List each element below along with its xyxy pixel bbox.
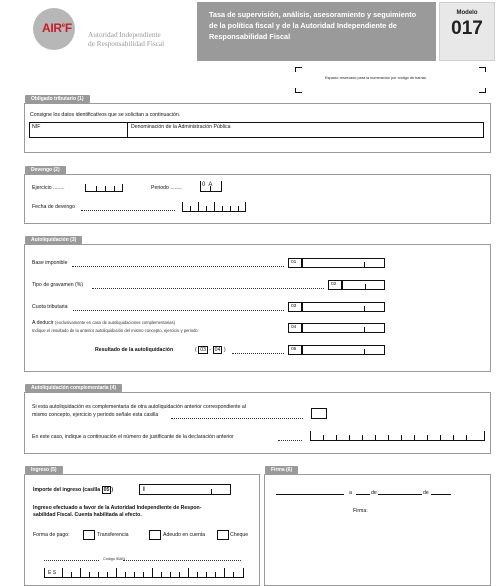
cell-tick	[349, 435, 350, 440]
fecha-devengo-label: Fecha de devengo	[32, 204, 75, 210]
firma-de-label: de	[371, 490, 377, 496]
cell-tick	[230, 206, 231, 211]
cell-tick	[105, 186, 106, 191]
cell-tick	[233, 572, 234, 577]
tipo-gravamen-field[interactable]	[342, 280, 385, 290]
cell-tick	[364, 306, 365, 311]
casilla-03: 03	[288, 302, 302, 312]
cell-tick	[125, 572, 126, 577]
complementaria-checkbox[interactable]	[311, 408, 327, 419]
logo-wordmark: AIR$^e$F	[42, 21, 72, 35]
cell-tick	[401, 435, 402, 440]
barcode-corner	[479, 67, 486, 72]
cell-tick	[98, 572, 99, 577]
cell-tick	[170, 572, 171, 577]
form-title-line: Tasa de supervisión, análisis, asesoramiento y seguimiento	[209, 10, 417, 19]
cell-tick	[122, 184, 123, 191]
casilla-04: 04	[288, 323, 302, 333]
cell-tick	[188, 568, 189, 577]
dotted-leader	[232, 353, 284, 354]
barcode-corner	[295, 67, 302, 72]
cell-tick	[179, 572, 180, 577]
casilla-02: 02	[328, 280, 342, 290]
cell-tick	[182, 202, 183, 211]
cell-tick	[211, 489, 212, 494]
dotted-leader	[73, 310, 284, 311]
favor-line2: sabilidad Fiscal. Cuenta habilitada al efecto.	[33, 512, 142, 518]
cell-tick	[364, 327, 365, 332]
cell-tick	[453, 435, 454, 440]
nif-field[interactable]	[29, 122, 128, 138]
importe-ingreso-field[interactable]	[139, 484, 231, 495]
formula-casilla-04: 04	[214, 347, 221, 353]
form-title-line: de la política fiscal y de la Autoridad Independiente de	[209, 20, 397, 30]
logo-subtitle-line1: Autoridad Independiente	[88, 30, 161, 39]
obligado-instruction: Consigne los datos identificativos que se solicitan a continuación.	[30, 112, 181, 118]
resultado-field[interactable]	[302, 345, 385, 355]
cell-tick	[310, 431, 311, 440]
importe-prefix: I	[143, 486, 145, 493]
resultado-formula	[195, 348, 226, 354]
nif-label: NIF	[32, 124, 41, 130]
logo-subtitle-line2: de Responsabilidad Fiscal	[88, 39, 165, 48]
cell-tick	[89, 572, 90, 577]
section-tab-devengo: Devengo (2)	[25, 166, 66, 174]
cell-tick	[134, 572, 135, 577]
importe-casilla-ref: 05	[103, 487, 110, 493]
formula-casilla-03: 03	[200, 347, 206, 353]
cell-tick	[96, 186, 97, 191]
formula-paren: )	[223, 347, 226, 353]
form-title	[197, 2, 436, 61]
periodo-label: Periodo ........	[151, 185, 182, 191]
section-complementaria	[24, 392, 491, 454]
dotted-leader	[72, 266, 284, 267]
dotted-leader	[171, 418, 303, 419]
cell-tick	[238, 206, 239, 211]
cell-tick	[427, 435, 428, 440]
complementaria-question-line2: mismo concepto, ejercicio y periodo señale esta casilla	[32, 412, 159, 418]
a-deducir-note: (exclusivamente en caso de autoliquidaciones complementarias)	[55, 320, 175, 325]
model-label: Modelo	[456, 10, 478, 16]
cell-tick	[206, 572, 207, 577]
cell-tick	[222, 206, 223, 211]
resultado-label: Resultado de la autoliquidación	[95, 347, 174, 353]
tipo-gravamen-label: Tipo de gravamen (%)	[32, 282, 84, 288]
a-deducir-field[interactable]	[302, 323, 385, 333]
cuota-tributaria-field[interactable]	[302, 302, 385, 312]
a-deducir-label: A deducir	[32, 320, 54, 326]
barcode-corner	[295, 88, 302, 93]
cell-tick	[62, 568, 63, 577]
model-number: 017	[451, 18, 483, 39]
periodo-field[interactable]	[200, 182, 222, 192]
cell-tick	[200, 181, 201, 191]
cell-tick	[362, 435, 363, 440]
cell-tick	[143, 572, 144, 577]
favor-line1: Ingreso efectuado a favor de la Autoridad Independiente de Respon-	[33, 505, 202, 511]
denominacion-label: Denominación de la Administración Pública	[131, 124, 231, 130]
adeudo-checkbox[interactable]	[149, 530, 161, 540]
importe-ingreso-label	[33, 488, 113, 494]
firma-de-label: de	[423, 490, 429, 496]
dotted-leader	[92, 288, 324, 289]
cell-tick	[152, 568, 153, 577]
cell-tick	[80, 568, 81, 577]
adeudo-label: Adeudo en cuenta	[163, 532, 206, 538]
cell-tick	[243, 568, 244, 577]
cell-tick	[323, 435, 324, 440]
cell-tick	[116, 568, 117, 577]
cell-tick	[440, 435, 441, 440]
dotted-leader	[44, 560, 99, 561]
firma-label: Firma:	[353, 508, 368, 514]
cell-tick	[388, 435, 389, 440]
cell-tick	[206, 206, 207, 211]
transferencia-label: Transferencia	[97, 532, 129, 538]
section-firma	[264, 474, 491, 586]
cheque-label: Cheque	[230, 532, 249, 538]
iban-prefix: E S	[48, 570, 57, 576]
base-imponible-label: Base imponible	[32, 260, 68, 266]
casilla-05: 05	[288, 345, 302, 355]
dotted-leader	[81, 210, 175, 211]
section-tab-ingreso: Ingreso (5)	[25, 466, 63, 474]
cell-tick	[375, 435, 376, 440]
importe-ingreso-text: Importe del ingreso (casilla	[33, 487, 101, 493]
section-tab-obligado: Obligado tributario (1)	[25, 95, 90, 103]
barcode-corner	[479, 88, 486, 93]
cuota-tributaria-label: Cuota tributaria	[32, 304, 68, 310]
cell-tick	[484, 431, 485, 440]
iban-label: Código IBAN	[103, 557, 125, 561]
justificante-field[interactable]	[310, 432, 485, 441]
formula-paren: (	[195, 347, 197, 353]
formula-minus: -	[209, 347, 212, 353]
cell-tick	[214, 202, 215, 211]
cell-tick	[44, 568, 45, 577]
cell-tick	[364, 262, 365, 267]
casilla-01: 01	[288, 258, 302, 268]
model-box	[439, 2, 495, 61]
barcode-note: Espacio reservado para la numeración por código de barras	[325, 76, 426, 80]
cell-tick	[245, 202, 246, 211]
firma-lugar-line[interactable]	[276, 494, 344, 495]
section-tab-firma: Firma (6)	[265, 466, 298, 474]
cell-tick	[215, 572, 216, 577]
ejercicio-label: Ejercicio ........	[32, 185, 65, 191]
complementaria-question-line1: Si esta autoliquidación es complementaria de otra autoliquidación anterior correspondiente al	[32, 404, 246, 410]
a-deducir-heading	[32, 321, 175, 327]
section-tab-autoliquidacion: Autoliquidación (3)	[25, 236, 82, 244]
dotted-leader	[123, 560, 241, 561]
transferencia-checkbox[interactable]	[83, 530, 95, 540]
cell-tick	[85, 184, 86, 191]
a-deducir-subtext: Indique el resultado de la anterior autoliquidación del mismo concepto, ejercicio y periodo	[32, 328, 198, 333]
cell-tick	[224, 568, 225, 577]
importe-paren: )	[111, 487, 114, 493]
base-imponible-field[interactable]	[302, 258, 385, 268]
ejercicio-field[interactable]	[85, 185, 123, 192]
section-devengo	[24, 174, 491, 224]
cell-tick	[365, 284, 366, 289]
cell-tick	[466, 435, 467, 440]
form-title-line: Responsabilidad Fiscal	[209, 31, 291, 41]
cell-tick	[107, 572, 108, 577]
section-tab-complementaria: Autoliquidación complementaria (4)	[25, 384, 122, 392]
firma-mes-line[interactable]	[378, 494, 422, 495]
cell-tick	[190, 206, 191, 211]
cell-tick	[336, 435, 337, 440]
cell-tick	[161, 572, 162, 577]
cell-tick	[71, 572, 72, 577]
cell-tick	[114, 186, 115, 191]
justificante-label: En este caso, indique a continuación el número de justificante de la declaración anterior	[32, 434, 234, 440]
fecha-devengo-field[interactable]	[182, 203, 246, 212]
firma-anio-line[interactable]	[431, 494, 451, 495]
cell-tick	[414, 435, 415, 440]
firma-dia-line[interactable]	[356, 494, 370, 495]
forma-pago-label: Forma de pago:	[33, 532, 70, 538]
dotted-leader	[278, 440, 302, 441]
cell-tick	[221, 181, 222, 191]
cell-tick	[364, 349, 365, 354]
iban-field[interactable]	[44, 569, 244, 578]
cheque-checkbox[interactable]	[217, 530, 229, 540]
denominacion-field[interactable]	[127, 122, 484, 138]
firma-a-label: a	[349, 490, 352, 496]
periodo-value: 0A	[202, 182, 216, 188]
cell-tick	[197, 572, 198, 577]
cell-tick	[198, 202, 199, 211]
